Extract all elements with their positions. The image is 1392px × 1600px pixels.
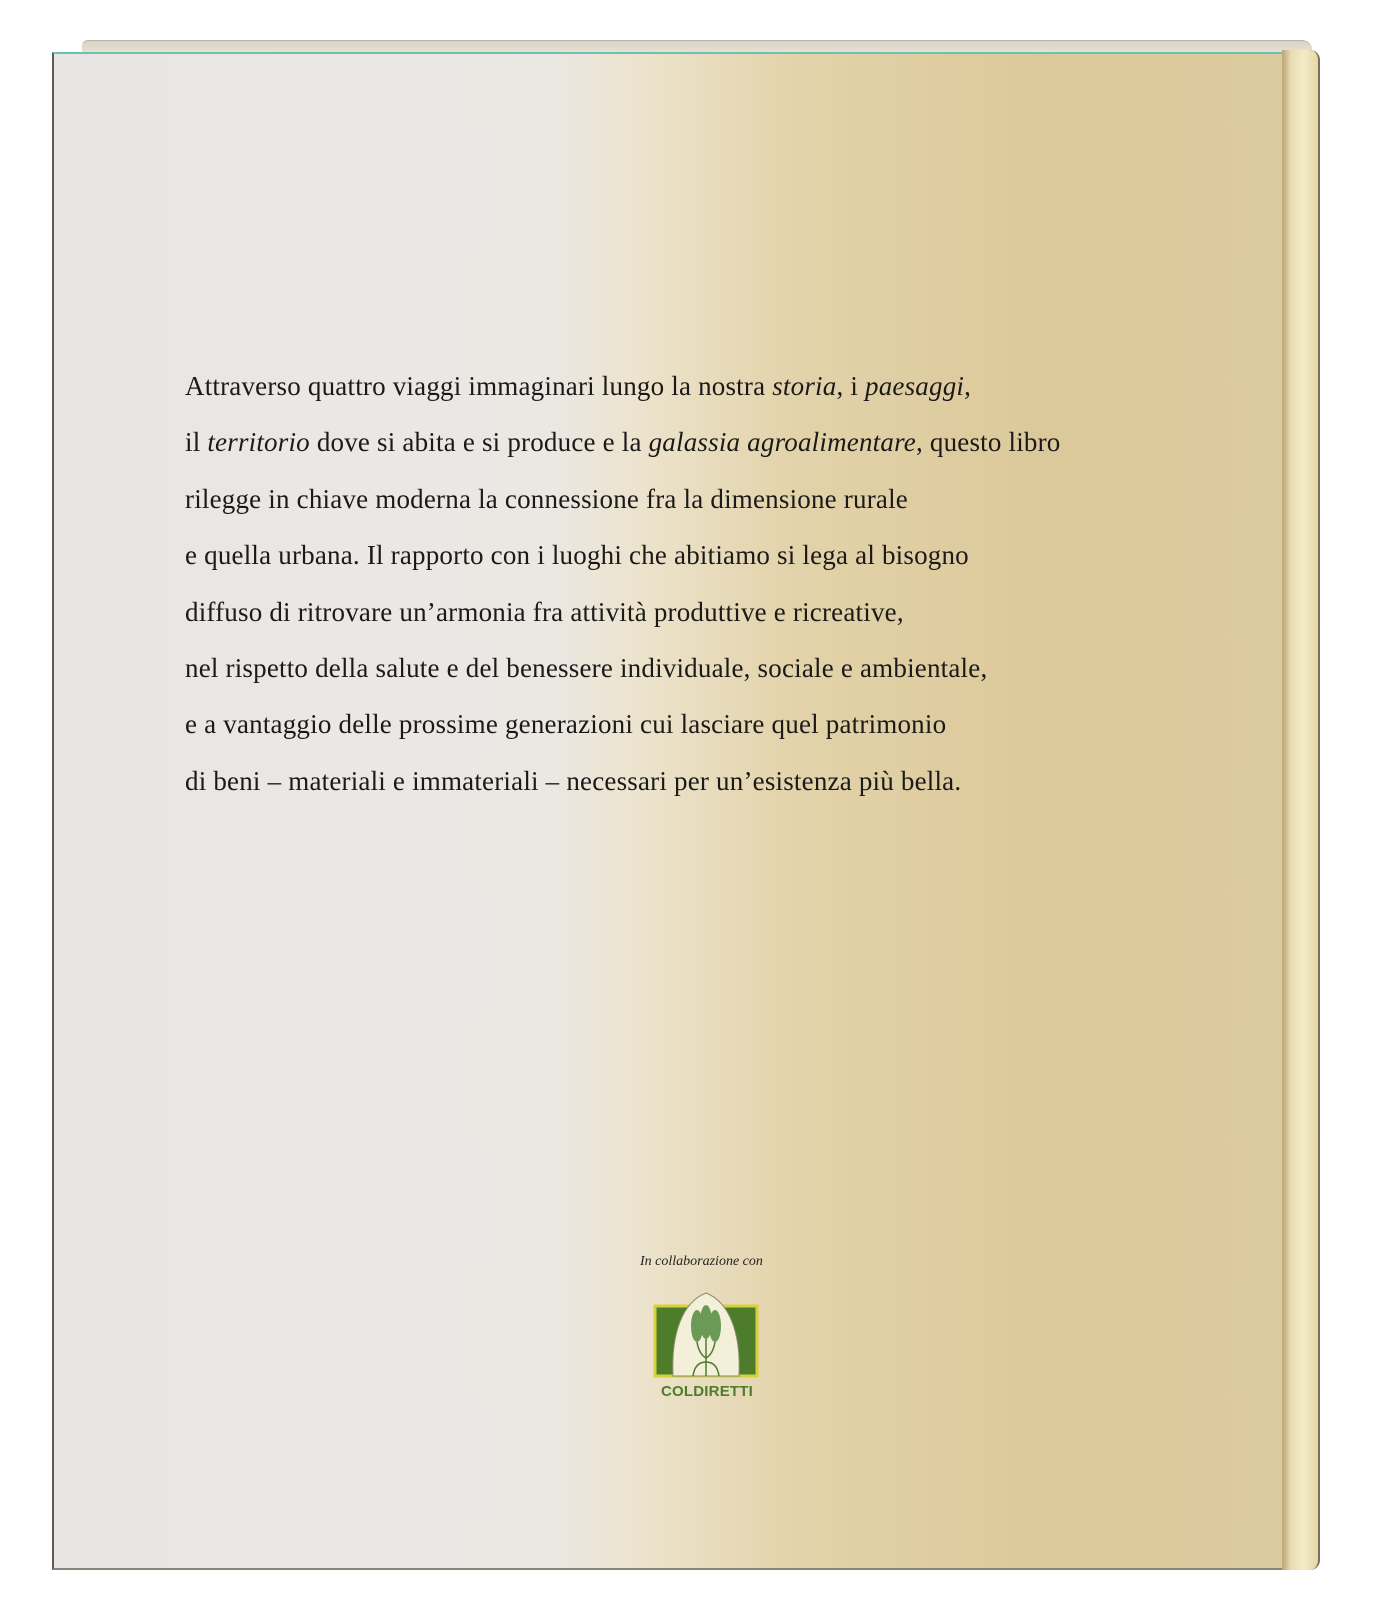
blurb-text: e quella urbana. Il rapporto con i luoghi che abitiamo si lega al bisogno bbox=[185, 540, 969, 571]
blurb-line bbox=[185, 696, 1165, 752]
blurb-line bbox=[185, 527, 1165, 583]
blurb-line bbox=[185, 640, 1165, 696]
book-spine bbox=[1282, 50, 1320, 1570]
blurb-text: nel rispetto della salute e del benessere individuale, sociale e ambientale, bbox=[185, 653, 988, 684]
blurb-text: dove si abita e si produce e la bbox=[309, 427, 649, 458]
blurb-line bbox=[185, 414, 1165, 470]
collaboration-label: In collaborazione con bbox=[640, 1254, 763, 1269]
blurb-text: , questo libro bbox=[915, 427, 1061, 458]
blurb-text: Attraverso quattro viaggi immaginari lungo la nostra bbox=[185, 371, 773, 401]
blurb-text: , i bbox=[836, 371, 865, 401]
blurb-emphasis: storia bbox=[772, 371, 837, 401]
blurb-emphasis: paesaggi bbox=[865, 371, 965, 401]
blurb-text: e a vantaggio delle prossime generazioni cui lasciare quel patrimonio bbox=[185, 709, 947, 740]
blurb-line bbox=[185, 471, 1165, 527]
blurb-text: rilegge in chiave moderna la connessione fra la dimensione rurale bbox=[185, 483, 908, 514]
coldiretti-wordmark: COLDIRETTI bbox=[661, 1383, 753, 1400]
coldiretti-logo-icon bbox=[653, 1292, 759, 1378]
blurb-text: diffuso di ritrovare un’armonia fra attività produttive e ricreative, bbox=[185, 596, 904, 627]
blurb-line bbox=[185, 358, 1165, 414]
blurb-emphasis: territorio bbox=[207, 427, 310, 458]
blurb-text: il bbox=[185, 427, 208, 458]
blurb-text: , bbox=[964, 371, 972, 401]
blurb-line bbox=[185, 753, 1165, 809]
blurb-text: di beni – materiali e immateriali – necessari per un’esistenza più bella. bbox=[185, 765, 962, 796]
cover-blurb bbox=[185, 358, 1165, 809]
blurb-emphasis: galassia agroalimentare bbox=[648, 427, 916, 458]
blurb-line bbox=[185, 584, 1165, 640]
